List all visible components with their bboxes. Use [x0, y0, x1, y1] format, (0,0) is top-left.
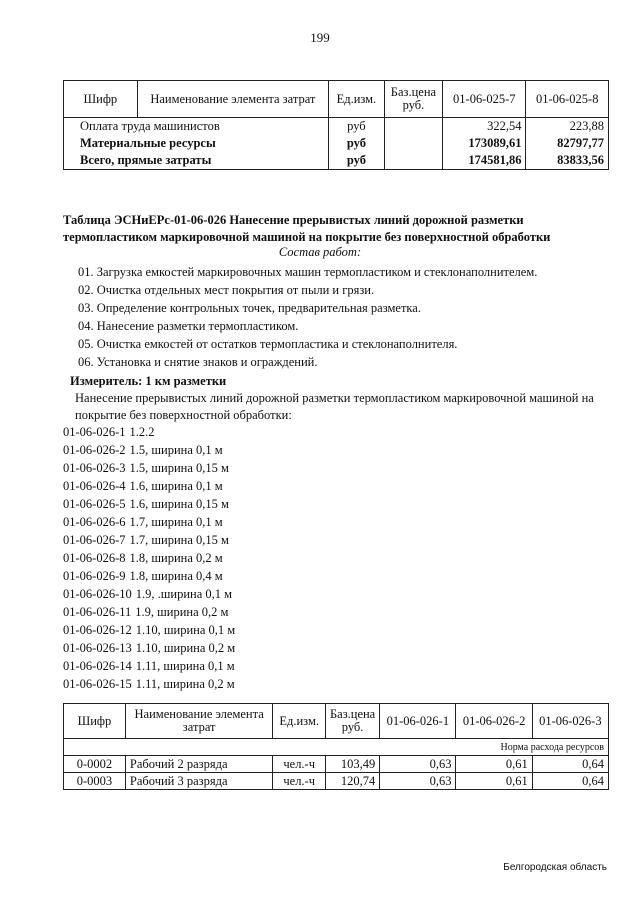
item-value: 1.2.2 — [129, 425, 155, 439]
item-value: 1.9, ширина 0,2 м — [135, 605, 229, 619]
code-list — [63, 423, 235, 693]
cell-price — [384, 152, 442, 170]
page-number: 199 — [310, 30, 330, 45]
table-row — [64, 152, 609, 170]
work-list — [78, 263, 537, 371]
list-item — [63, 621, 235, 639]
list-item — [63, 567, 235, 585]
list-item — [63, 675, 235, 693]
list-item — [63, 459, 235, 477]
item-code: 01-06-026-15 — [63, 677, 132, 691]
composition-header: Состав работ: — [278, 245, 362, 259]
list-item — [63, 657, 235, 675]
cell-value-2: 223,88 — [526, 118, 609, 136]
item-value: 1.11, ширина 0,1 м — [135, 659, 235, 673]
item-value: 1.5, ширина 0,15 м — [129, 461, 229, 475]
cell-price: 103,49 — [325, 756, 379, 773]
cell-price: 120,74 — [325, 773, 379, 790]
norm-row — [64, 739, 609, 756]
item-value: 1.10, ширина 0,1 м — [135, 623, 236, 637]
list-item — [63, 639, 235, 657]
item-value: 1.10, ширина 0,2 м — [135, 641, 236, 655]
cell-value-3: 0,64 — [532, 773, 608, 790]
item-code: 01-06-026-13 — [63, 641, 132, 655]
cell-name: Рабочий 2 разряда — [125, 756, 272, 773]
list-item — [63, 513, 235, 531]
header-price: Баз.цена руб. — [384, 81, 442, 118]
item-code: 01-06-026-9 — [63, 569, 126, 583]
cost-table-1 — [63, 80, 609, 170]
list-item — [63, 477, 235, 495]
item-code: 01-06-026-12 — [63, 623, 132, 637]
list-item — [63, 549, 235, 567]
header-col-2: 01-06-025-8 — [526, 81, 609, 118]
list-item: 04. Нанесение разметки термопластиком. — [78, 319, 299, 333]
item-value: 1.6, ширина 0,1 м — [129, 479, 223, 493]
item-code: 01-06-026-1 — [63, 425, 126, 439]
cell-value-1: 174581,86 — [443, 152, 526, 170]
header-col-1: 01-06-026-1 — [380, 704, 456, 739]
item-code: 01-06-026-8 — [63, 551, 126, 565]
cell-unit: руб — [329, 152, 385, 170]
region-label: Белгородская область — [503, 862, 607, 873]
item-code: 01-06-026-7 — [63, 533, 126, 547]
resource-table — [63, 703, 609, 790]
cell-unit: чел.-ч — [273, 756, 326, 773]
list-item — [63, 585, 235, 603]
table-row — [64, 118, 609, 136]
item-code: 01-06-026-6 — [63, 515, 126, 529]
item-value: 1.9, .ширина 0,1 м — [135, 587, 233, 601]
header-name: Наименование элемента затрат — [125, 704, 272, 739]
header-col-1: 01-06-025-7 — [443, 81, 526, 118]
cell-code: 0-0003 — [64, 773, 126, 790]
list-item — [63, 531, 235, 549]
header-name: Наименование элемента затрат — [137, 81, 328, 118]
item-code: 01-06-026-4 — [63, 479, 126, 493]
table-title: Таблица ЭСНиЕРс-01-06-026 Нанесение прерывистых линий дорожной разметки термопластиком маркировочной машиной на покрытие без поверхностной обработки — [63, 213, 551, 244]
header-unit: Ед.изм. — [273, 704, 326, 739]
item-code: 01-06-026-10 — [63, 587, 132, 601]
item-value: 1.7, ширина 0,1 м — [129, 515, 223, 529]
list-item: 05. Очистка емкостей от остатков термопластика и стеклонаполнителя. — [78, 337, 458, 351]
item-code: 01-06-026-3 — [63, 461, 126, 475]
header-col-2: 01-06-026-2 — [456, 704, 532, 739]
item-code: 01-06-026-14 — [63, 659, 132, 673]
item-value: 1.11, ширина 0,2 м — [135, 677, 235, 691]
cell-value-1: 0,63 — [380, 773, 456, 790]
cell-value-1: 173089,61 — [443, 135, 526, 152]
cell-value-2: 0,61 — [456, 756, 532, 773]
header-unit: Ед.изм. — [329, 81, 385, 118]
list-item: 03. Определение контрольных точек, предварительная разметка. — [78, 301, 421, 315]
table-row — [64, 135, 609, 152]
item-value: 1.8, ширина 0,2 м — [129, 551, 223, 565]
header-code: Шифр — [64, 704, 126, 739]
cell-price — [384, 118, 442, 136]
cell-value-2: 82797,77 — [526, 135, 609, 152]
item-value: 1.6, ширина 0,15 м — [129, 497, 229, 511]
list-item — [63, 441, 235, 459]
list-item — [63, 495, 235, 513]
cell-code: 0-0002 — [64, 756, 126, 773]
cell-value-1: 322,54 — [443, 118, 526, 136]
list-item: 06. Установка и снятие знаков и ограждений. — [78, 355, 318, 369]
header-price: Баз.цена руб. — [325, 704, 379, 739]
norm-spacer — [64, 739, 380, 756]
list-item: 01. Загрузка емкостей маркировочных машин термопластиком и стеклонаполнителем. — [78, 265, 538, 279]
item-code: 01-06-026-11 — [63, 605, 132, 619]
cell-name: Всего, прямые затраты — [64, 152, 329, 170]
list-item — [63, 603, 235, 621]
cell-name: Материальные ресурсы — [64, 135, 329, 152]
list-item: 02. Очистка отдельных мест покрытия от пыли и грязи. — [78, 283, 375, 297]
item-value: 1.5, ширина 0,1 м — [129, 443, 223, 457]
norm-label: Норма расхода ресурсов — [380, 739, 609, 756]
cell-unit: чел.-ч — [273, 773, 326, 790]
description: Нанесение прерывистых линий дорожной разметки термопластиком маркировочной машиной на покрытие без поверхностной обработки: — [75, 391, 594, 422]
table-row — [64, 756, 609, 773]
cell-unit: руб — [329, 118, 385, 136]
item-value: 1.8, ширина 0,4 м — [129, 569, 223, 583]
cell-value-1: 0,63 — [380, 756, 456, 773]
cell-price — [384, 135, 442, 152]
cell-name: Рабочий 3 разряда — [125, 773, 272, 790]
header-code: Шифр — [64, 81, 138, 118]
table-row — [64, 773, 609, 790]
list-item — [63, 423, 235, 441]
cell-unit: руб — [329, 135, 385, 152]
item-code: 01-06-026-2 — [63, 443, 126, 457]
header-col-3: 01-06-026-3 — [532, 704, 608, 739]
cell-value-3: 0,64 — [532, 756, 608, 773]
cell-name: Оплата труда машинистов — [64, 118, 329, 136]
cell-value-2: 0,61 — [456, 773, 532, 790]
item-value: 1.7, ширина 0,15 м — [129, 533, 229, 547]
meter-label: Измеритель: 1 км разметки — [70, 374, 227, 388]
cell-value-2: 83833,56 — [526, 152, 609, 170]
item-code: 01-06-026-5 — [63, 497, 126, 511]
